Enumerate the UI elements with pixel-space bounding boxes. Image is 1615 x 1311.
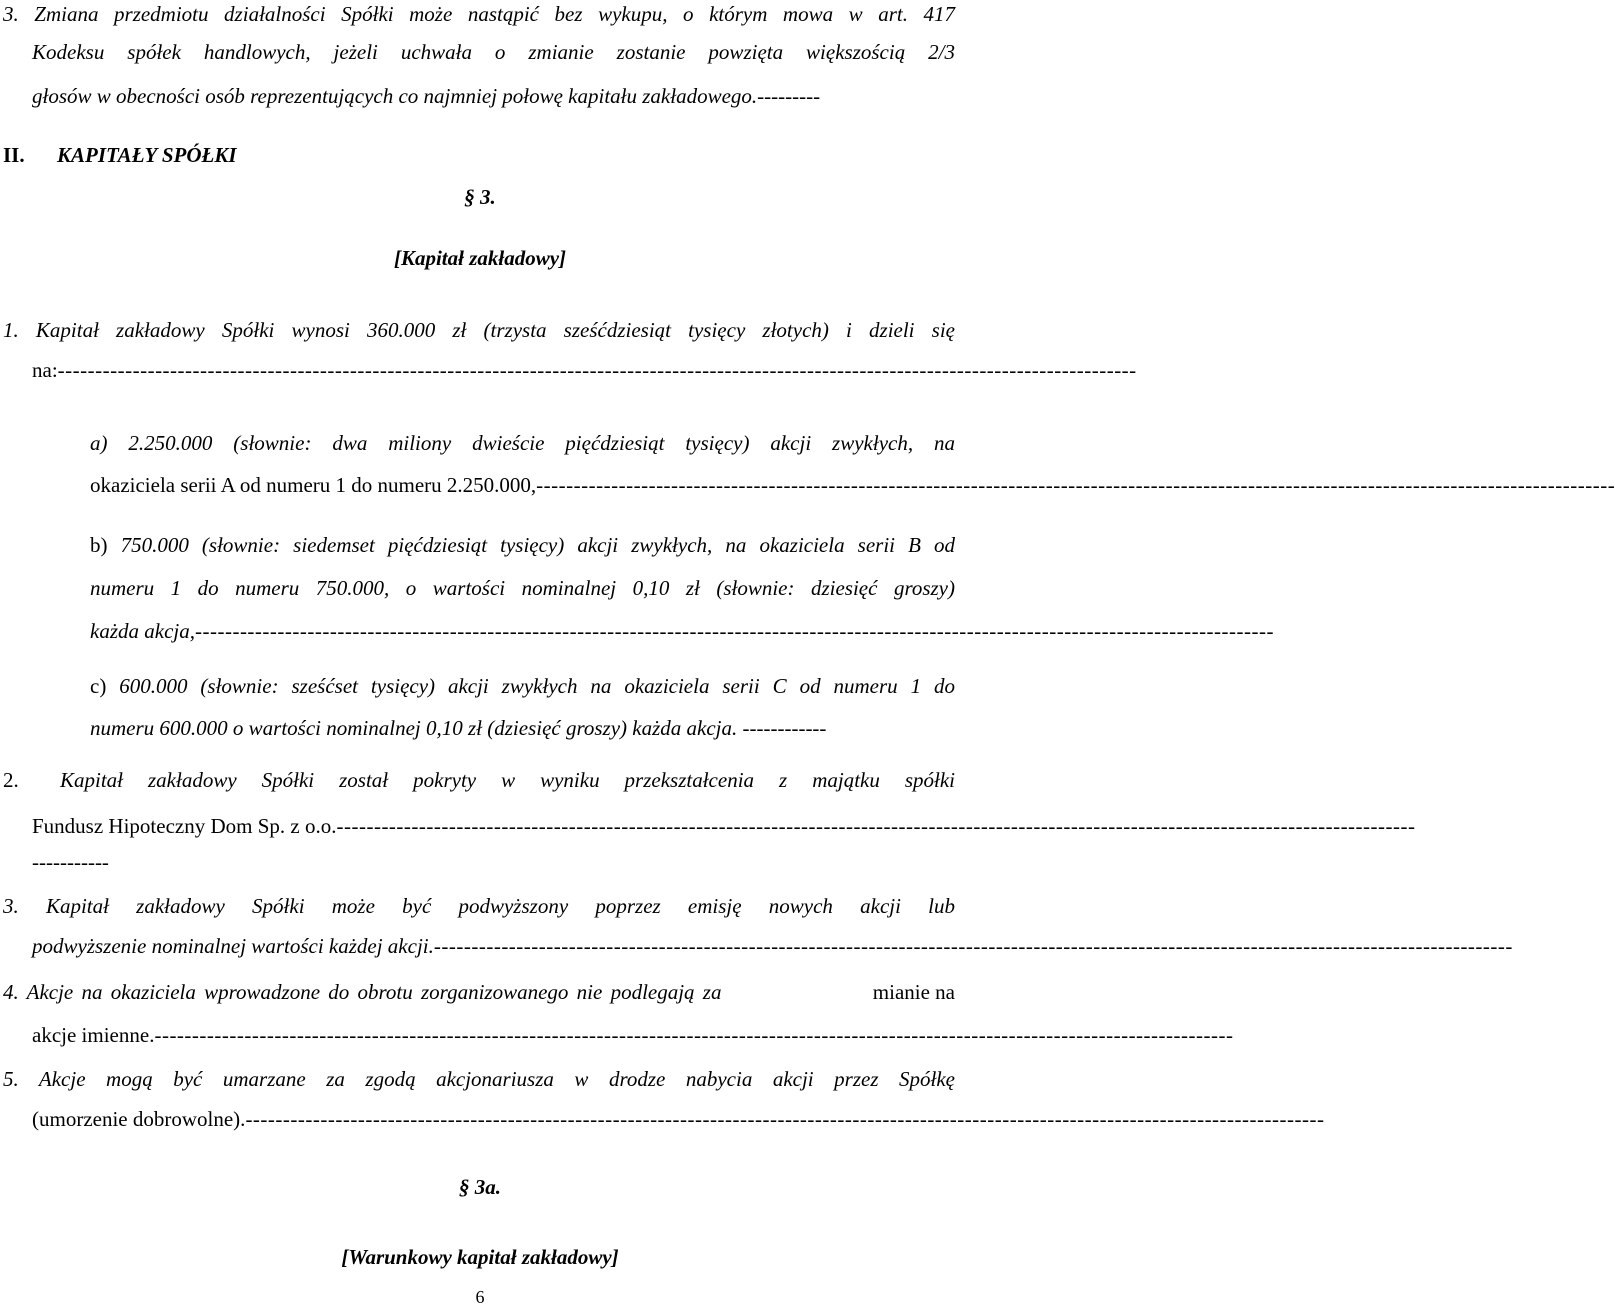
item-label: b) [90, 533, 108, 557]
dash-filler: ------------------------------------------------------------------------------------------------------------------------------------------------ [245, 1107, 1325, 1131]
paragraph-3-line-2: Kodeksu spółek handlowych, jeżeli uchwała o zmianie zostanie powzięta większością 2/3 [32, 40, 955, 64]
paragraph-3-line-3 [32, 82, 955, 110]
dash-filler: ------------------------------------------------------------------------------------------------------------------------------------------------ [57, 358, 1137, 382]
item-5-line-2 [32, 1105, 1325, 1133]
text: 4. Akcje na okaziciela wprowadzone do obrotu zorganizowanego nie podlegają za [3, 980, 722, 1004]
item-5-line-1: 5. Akcje mogą być umarzane za zgodą akcjonariusza w drodze nabycia akcji przez Spółkę [3, 1067, 955, 1091]
item-4-line-1 [3, 978, 955, 1006]
item-number: 2. [3, 768, 19, 792]
item-3-line-1: 3. Kapitał zakładowy Spółki może być podwyższony poprzez emisję nowych akcji lub [3, 894, 955, 918]
paragraph-symbol-3a: § 3a. [459, 1175, 501, 1199]
text: akcje imienne. [32, 1023, 155, 1047]
paragraph-title-3a: [Warunkowy kapitał zakładowy] [341, 1245, 619, 1269]
text: każda akcja, [90, 619, 195, 643]
dash-filler: ------------ [737, 716, 827, 740]
item-2-line-1 [3, 766, 955, 794]
item-b-line-1 [90, 531, 955, 559]
section-heading [3, 141, 237, 169]
text: Fundusz Hipoteczny Dom Sp. z o.o. [32, 814, 337, 838]
item-a-line-2 [90, 471, 1615, 499]
paragraph-title: [Kapitał zakładowy] [393, 246, 567, 270]
item-c-line-1 [90, 672, 955, 700]
item-b-line-2: numeru 1 do numeru 750.000, o wartości nominalnej 0,10 zł (słownie: dziesięć groszy) [90, 576, 955, 600]
dash-filler: ------------------------------------------------------------------------------------------------------------------------------------------------ [154, 1023, 1234, 1047]
text: numeru 600.000 o wartości nominalnej 0,10 zł (dziesięć groszy) każda akcja. [90, 716, 738, 740]
text: głosów w obecności osób reprezentujących co najmniej połowę kapitału zakładowego. [32, 84, 758, 108]
item-3-line-2 [32, 932, 1513, 960]
text-roman: mianie na [872, 980, 955, 1004]
paragraph-3-line-1: 3. Zmiana przedmiotu działalności Spółki może nastąpić bez wykupu, o którym mowa w art. 417 [3, 2, 955, 26]
dash-filler: --------- [757, 84, 821, 108]
text: Kapitał zakładowy Spółki został pokryty w wyniku przekształcenia z majątku spółki [60, 768, 955, 792]
dash-filler: ------------------------------------------------------------------------------------------------------------------------------------------------ [536, 473, 1615, 497]
paragraph-symbol: § 3. [464, 185, 496, 209]
item-2-line-2 [32, 812, 1416, 840]
text: 750.000 (słownie: siedemset pięćdziesiąt tysięcy) akcji zwykłych, na okaziciela serii B od [120, 533, 956, 557]
item-label: c) [90, 674, 107, 698]
text: podwyższenie nominalnej wartości każdej akcji. [32, 934, 434, 958]
section-number: II. [3, 143, 25, 167]
item-2-line-3: ----------- [32, 850, 109, 874]
item-1-line-1: 1. Kapitał zakładowy Spółki wynosi 360.000 zł (trzysta sześćdziesiąt tysięcy złotych) i dzieli się [3, 318, 955, 342]
text: na: [32, 358, 58, 382]
item-a-line-1: a) 2.250.000 (słownie: dwa miliony dwieście pięćdziesiąt tysięcy) akcji zwykłych, na [90, 431, 955, 455]
item-1-line-2 [32, 356, 1137, 384]
section-title: KAPITAŁY SPÓŁKI [57, 143, 237, 167]
dash-filler: ------------------------------------------------------------------------------------------------------------------------------------------------ [336, 814, 1416, 838]
item-c-line-2 [90, 714, 955, 742]
text: okaziciela serii A od numeru 1 do numeru 2.250.000, [90, 473, 537, 497]
item-4-line-2 [32, 1021, 1234, 1049]
dash-filler: ------------------------------------------------------------------------------------------------------------------------------------------------ [194, 619, 1274, 643]
dash-filler: ------------------------------------------------------------------------------------------------------------------------------------------------ [433, 934, 1513, 958]
page-number: 6 [475, 1287, 485, 1307]
item-b-line-3 [90, 617, 1274, 645]
text: 600.000 (słownie: sześćset tysięcy) akcji zwykłych na okaziciela serii C od numeru 1 do [119, 674, 955, 698]
text: (umorzenie dobrowolne). [32, 1107, 246, 1131]
